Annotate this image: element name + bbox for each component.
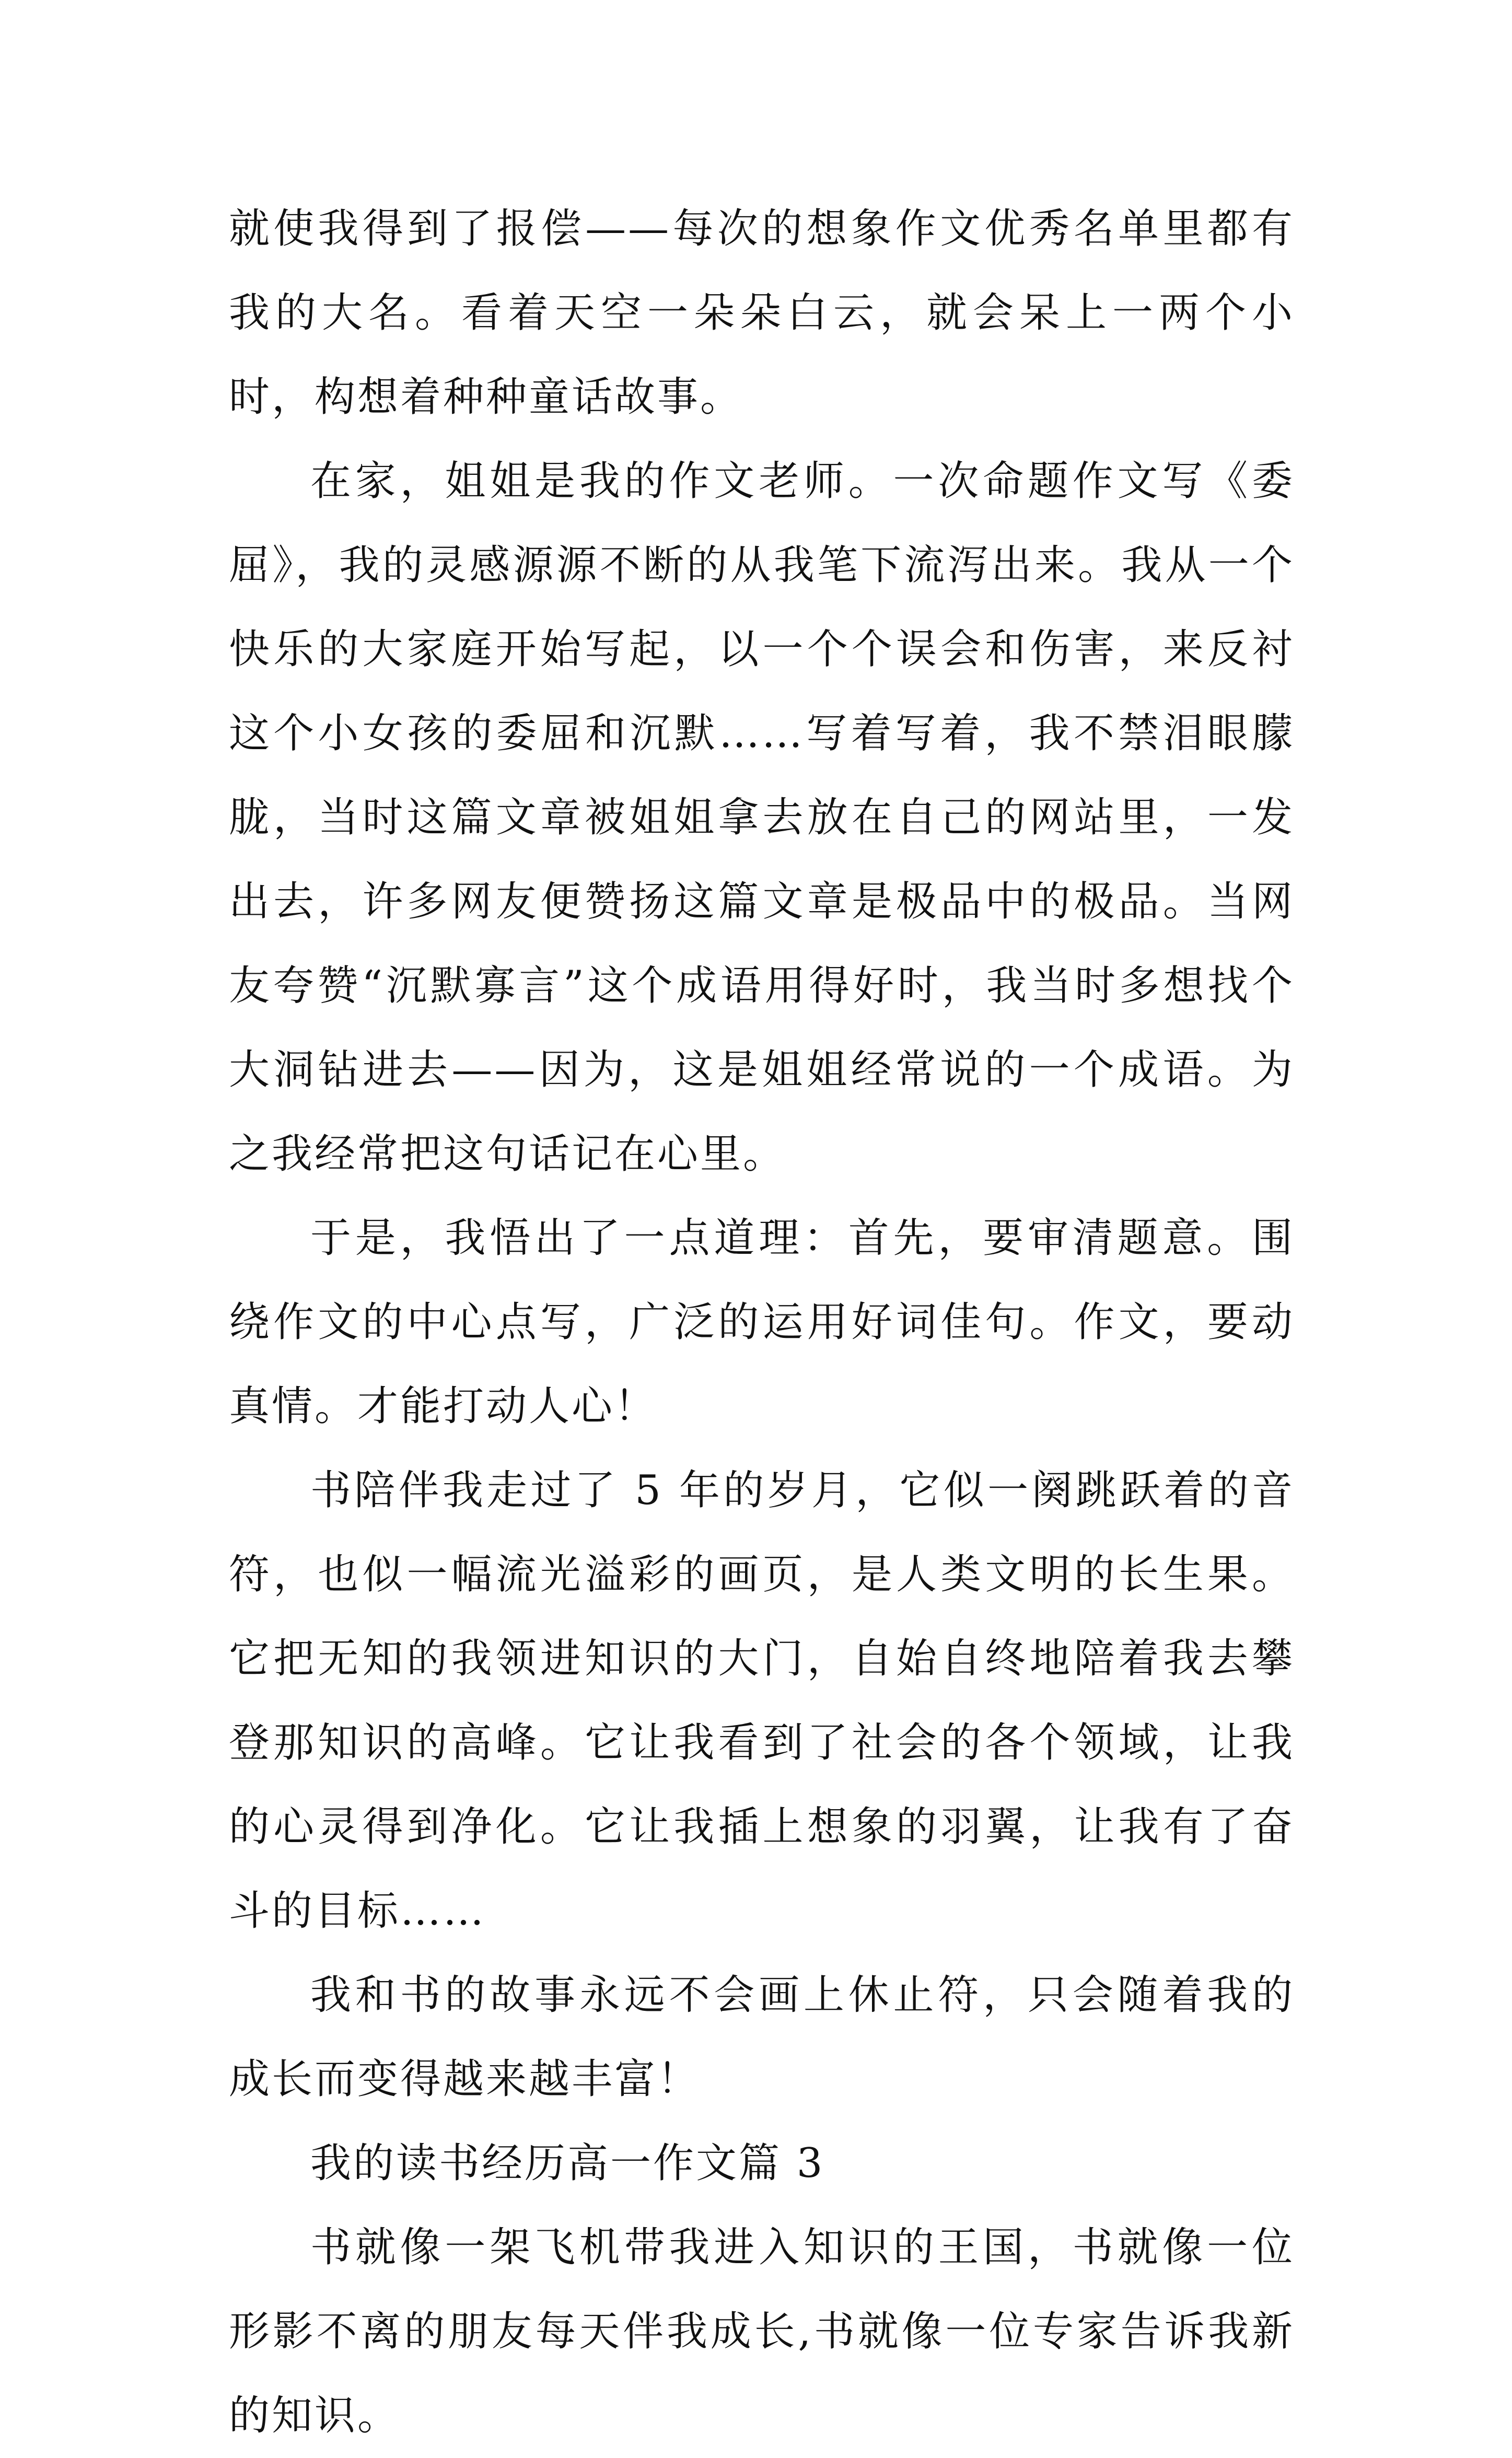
essay-body xyxy=(229,187,1295,2458)
paragraph-lesson: 于是，我悟出了一点道理：首先，要审清题意。围绕作文的中心点写，广泛的运用好词佳句。作文，要动真情。才能打动人心！ xyxy=(229,1215,1295,1430)
paragraph-companion: 书陪伴我走过了 5 年的岁月，它似一阕跳跃着的音符，也似一幅流光溢彩的画页，是人类文明的长生果。它把无知的我领进知识的大门，自始自终地陪着我去攀登那知识的高峰。它让我看到了社会的各个领域，让我的心灵得到净化。它让我插上想象的羽翼，让我有了奋斗的目标…… xyxy=(229,1467,1295,1935)
paragraph-homework: 在家，姐姐是我的作文老师。一次命题作文写《委屈》，我的灵感源源不断的从我笔下流泻出来。我从一个快乐的大家庭开始写起，以一个个误会和伤害，来反衬这个小女孩的委屈和沉默……写着写着，我不禁泪眼朦胧，当时这篇文章被姐姐拿去放在自己的网站里，一发出去，许多网友便赞扬这篇文章是极品中的极品。当网友夸赞“沉默寡言”这个成语用得好时，我当时多想找个大洞钻进去——因为，这是姐姐经常说的一个成语。为之我经常把这句话记在心里。 xyxy=(229,458,1295,1178)
paragraph-story: 我和书的故事永远不会画上休止符，只会随着我的成长而变得越来越丰富！ xyxy=(229,1972,1295,2103)
paragraph-continued: 就使我得到了报偿——每次的想象作文优秀名单里都有我的大名。看着天空一朵朵白云，就会呆上一两个小时，构想着种种童话故事。 xyxy=(229,205,1295,421)
section-heading: 我的读书经历高一作文篇 3 xyxy=(310,2140,825,2187)
paragraph-airplane: 书就像一架飞机带我进入知识的王国，书就像一位形影不离的朋友每天伴我成长,书就像一位专家告诉我新的知识。 xyxy=(229,2224,1295,2439)
